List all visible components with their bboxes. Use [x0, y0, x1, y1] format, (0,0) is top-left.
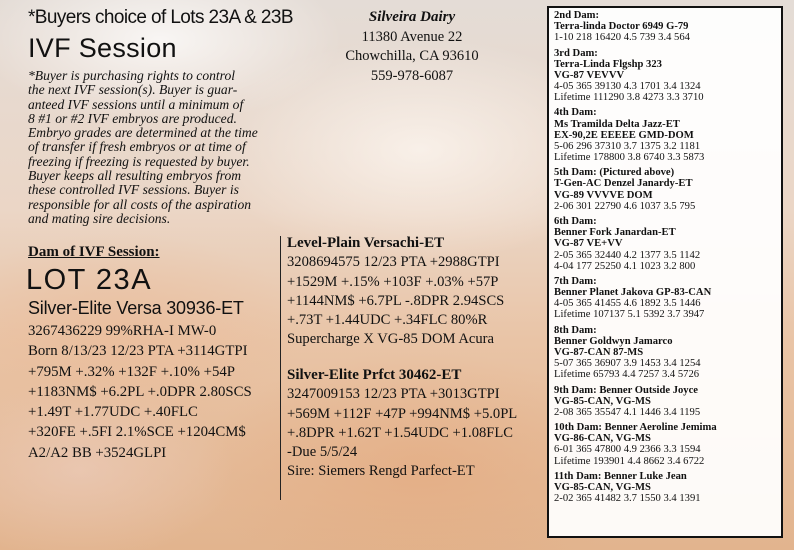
pedigree-entry [554, 422, 781, 467]
sire-block [287, 234, 504, 350]
pedigree-cow-name: Ms Tramilda Delta Jazz-ET [554, 118, 680, 130]
dam-stat-line: +795M +.32% +132F +.10% +54P [28, 363, 235, 380]
terms-line: Embryo grades are determined at the time [28, 125, 258, 141]
pedigree-cow-name: Terra-linda Doctor 6949 G-79 [554, 21, 689, 33]
terms-line: *Buyer is purchasing rights to control [28, 68, 236, 83]
farm-city: Chowchilla, CA 93610 [345, 48, 479, 64]
pedigree-classification: VG-87-CAN 87-MS [554, 346, 644, 358]
sire-block [287, 366, 517, 482]
dam-stat-line: +320FE +.5FI 2.1%SCE +1204CM$ [28, 424, 246, 441]
terms-line: responsible for all costs of the aspiration [28, 196, 252, 212]
pedigree-record: 2-08 365 35547 4.1 1446 3.4 1195 [554, 406, 701, 418]
terms-line: 8 #1 or #2 IVF embryos are produced. [28, 110, 237, 126]
pedigree-cow-name: Benner Fork Janardan-ET [554, 227, 676, 239]
pedigree-generation-label: 9th Dam: Benner Outside Joyce [554, 384, 698, 396]
terms-line: anteed IVF sessions until a minimum of [28, 96, 244, 112]
farm-phone: 559-978-6087 [370, 67, 454, 84]
terms-line: Buyer keeps all resulting embryos from [28, 168, 242, 184]
pedigree-entry [554, 107, 781, 163]
dam-stat-line: A2/A2 BB +3524GLPI [28, 444, 167, 461]
terms-line: of transfer if fresh embryos or at time of [28, 139, 246, 155]
dam-stat-line: Born 8/13/23 12/23 PTA +3114GTPI [28, 343, 248, 360]
terms-line: the next IVF session(s). Buyer is guar- [28, 82, 238, 98]
sire-name: Level-Plain Versachi-ET [287, 235, 445, 251]
pedigree-entry [554, 48, 781, 104]
pedigree-record: 6-01 365 47800 4.9 2366 3.3 1594 [554, 444, 701, 456]
pedigree-record: 4-05 365 41455 4.6 1892 3.5 1446 [554, 298, 701, 310]
dam-heading: Dam of IVF Session: [28, 244, 160, 260]
pedigree-record: Lifetime 107137 5.1 5392 3.7 3947 [554, 309, 705, 321]
terms-text [28, 69, 273, 226]
pedigree-classification: VG-89 VVVVE DOM [554, 189, 653, 201]
terms-line: and mating sire decisions. [28, 210, 171, 226]
terms-line: freezing if freezing is requested by buyer. [28, 153, 250, 169]
sire-stat-line: +.8DPR +1.62T +1.54UDC +1.08FLC [287, 424, 514, 441]
pedigree-record: 2-02 365 41482 3.7 1550 3.4 1391 [554, 493, 701, 505]
pedigree-record: Lifetime 111290 3.8 4273 3.3 3710 [554, 92, 704, 104]
sires-divider [280, 236, 281, 500]
session-title: IVF Session [28, 33, 177, 63]
pedigree-record: Lifetime 178800 3.8 6740 3.3 5873 [554, 152, 705, 164]
pedigree-generation-label: 6th Dam: [554, 216, 597, 228]
pedigree-generation-label: 4th Dam: [554, 107, 597, 119]
pedigree-box [547, 6, 783, 538]
pedigree-classification: VG-87 VEVVV [554, 69, 625, 81]
pedigree-record: 5-07 365 36907 3.9 1453 3.4 1254 [554, 358, 701, 370]
pedigree-record: 4-05 365 39130 4.3 1701 3.4 1324 [554, 81, 701, 93]
pedigree-cow-name: Benner Goldwyn Jamarco [554, 335, 673, 347]
pedigree-classification: VG-87 VE+VV [554, 238, 623, 250]
pedigree-entry [554, 10, 781, 43]
sire-stat-line: +1144NM$ +6.7PL -.8DPR 2.94SCS [287, 292, 505, 309]
pedigree-entry [554, 325, 781, 381]
pedigree-classification: EX-90,2E EEEEE GMD-DOM [554, 129, 694, 141]
pedigree-entry [554, 276, 781, 321]
pedigree-record: 4-04 177 25250 4.1 1023 3.2 800 [554, 260, 696, 272]
farm-contact [332, 8, 492, 86]
sire-stat-line: -Due 5/5/24 [287, 444, 358, 461]
sire-stat-line: +.73T +1.44UDC +.34FLC 80%R [287, 312, 488, 329]
sire-name: Silver-Elite Prfct 30462-ET [287, 367, 462, 383]
sire-stat-line: +1529M +.15% +103F +.03% +57P [287, 273, 499, 290]
dam-name: Silver-Elite Versa 30936-ET [28, 298, 244, 318]
pedigree-record: 5-06 296 37310 3.7 1375 3.2 1181 [554, 140, 701, 152]
pedigree-classification: VG-85-CAN, VG-MS [554, 481, 651, 493]
pedigree-cow-name: T-Gen-AC Denzel Janardy-ET [554, 178, 693, 190]
pedigree-classification: VG-85-CAN, VG-MS [554, 395, 651, 407]
dam-stats [28, 321, 252, 463]
lot-title: LOT 23A [26, 264, 153, 296]
pedigree-generation-label: 7th Dam: [554, 275, 597, 287]
pedigree-generation-label: 8th Dam: [554, 324, 597, 336]
pedigree-record: 1-10 218 16420 4.5 739 3.4 564 [554, 32, 690, 44]
pedigree-record: 2-06 301 22790 4.6 1037 3.5 795 [554, 200, 696, 212]
pedigree-generation-label: 11th Dam: Benner Luke Jean [554, 470, 687, 482]
dam-stat-line: +1183NM$ +6.2PL +.0DPR 2.80SCS [28, 383, 252, 400]
sire-stat-line: Sire: Siemers Rengd Parfect-ET [287, 463, 475, 480]
sire-stat-line: +569M +112F +47P +994NM$ +5.0PL [287, 405, 518, 422]
sire-stat-line: Supercharge X VG-85 DOM Acura [287, 331, 494, 348]
pedigree-entry [554, 385, 781, 418]
terms-line: these controlled IVF sessions. Buyer is [28, 182, 239, 198]
pedigree-record: Lifetime 193901 4.4 8662 3.4 6722 [554, 455, 705, 467]
pedigree-record: Lifetime 65793 4.4 7257 3.4 5726 [554, 369, 700, 381]
pedigree-classification: VG-86-CAN, VG-MS [554, 433, 651, 445]
pedigree-generation-label: 10th Dam: Benner Aeroline Jemima [554, 422, 717, 434]
pedigree-entry [554, 167, 781, 212]
pedigree-entry [554, 471, 781, 504]
pedigree-generation-label: 5th Dam: (Pictured above) [554, 167, 675, 179]
farm-street: 11380 Avenue 22 [361, 28, 463, 45]
pedigree-record: 2-05 365 32440 4.2 1377 3.5 1142 [554, 249, 701, 261]
dam-stat-line: +1.49T +1.77UDC +.40FLC [28, 404, 198, 421]
pedigree-generation-label: 2nd Dam: [554, 10, 600, 21]
lots-heading: *Buyers choice of Lots 23A & 23B [28, 7, 293, 28]
sire-stat-line: 3247009153 12/23 PTA +3013GTPI [287, 386, 500, 403]
pedigree-generation-label: 3rd Dam: [554, 47, 598, 59]
pedigree-cow-name: Terra-Linda Flgshp 323 [554, 58, 662, 70]
farm-name: Silveira Dairy [368, 9, 456, 25]
pedigree-entry [554, 216, 781, 272]
sire-stat-line: 3208694575 12/23 PTA +2988GTPI [287, 254, 500, 271]
pedigree-cow-name: Benner Planet Jakova GP-83-CAN [554, 287, 712, 299]
dam-stat-line: 3267436229 99%RHA-I MW-0 [28, 323, 217, 339]
